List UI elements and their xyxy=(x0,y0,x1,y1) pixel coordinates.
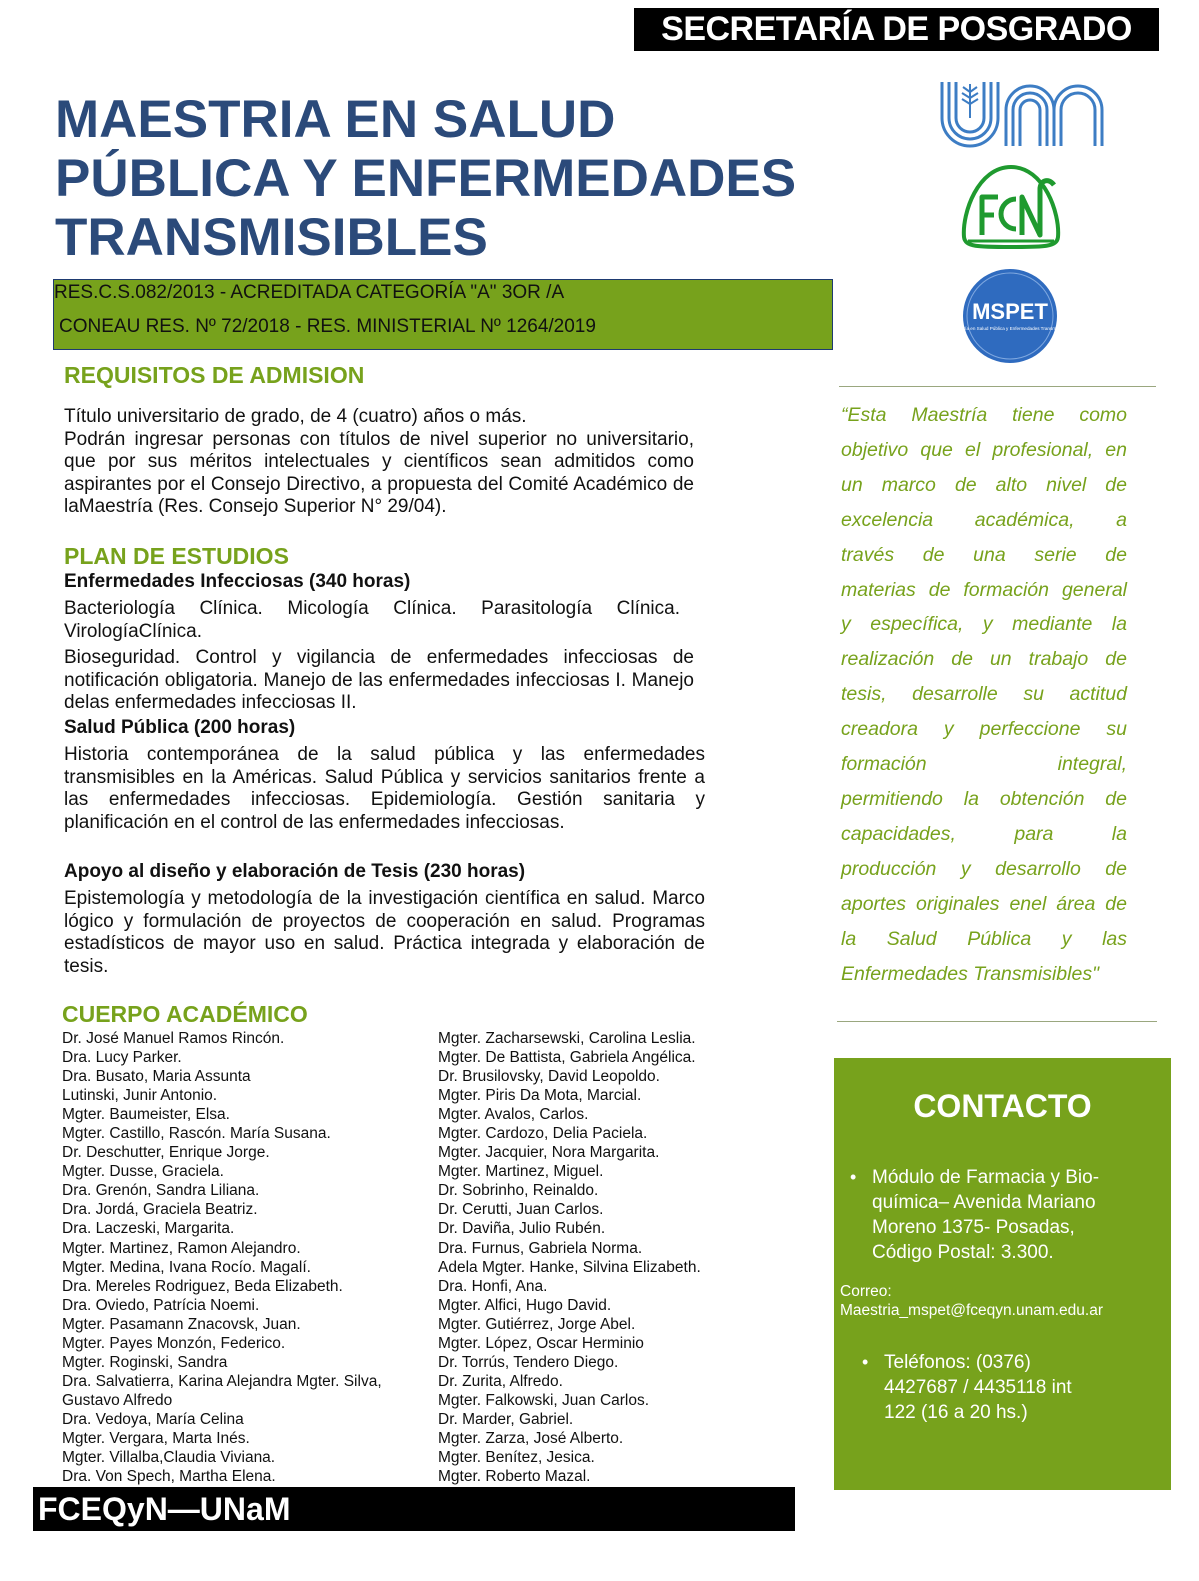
quote-line: un marco de alto nivel de xyxy=(841,473,1127,496)
list-item: Gustavo Alfredo xyxy=(62,1391,173,1409)
list-item: Dra. Furnus, Gabriela Norma. xyxy=(438,1239,643,1257)
list-item: Dr. Torrús, Tendero Diego. xyxy=(438,1353,619,1371)
bullet-icon: • xyxy=(862,1352,869,1372)
list-item: Mgter. Roginski, Sandra xyxy=(62,1353,228,1371)
quote-line: aportes originales enel área de xyxy=(841,892,1127,915)
list-item: Mgter. Payes Monzón, Federico. xyxy=(62,1334,286,1352)
faculty-heading: CUERPO ACADÉMICO xyxy=(62,1001,308,1027)
quote-line: creadora y perfeccione su xyxy=(841,718,1127,741)
list-item: Mgter. Benítez, Jesica. xyxy=(438,1449,595,1467)
list-item: Adela Mgter. Hanke, Silvina Elizabeth. xyxy=(438,1258,701,1276)
quote-line: permitiendo la obtención de xyxy=(841,787,1127,810)
list-item: Dra. Von Spech, Martha Elena. xyxy=(62,1468,276,1486)
list-item: Mgter. Falkowski, Juan Carlos. xyxy=(438,1391,650,1409)
quote-line: excelencia académica, a xyxy=(841,508,1127,531)
list-item: Mgter. Vergara, Marta Inés. xyxy=(62,1429,250,1447)
faculty-column-2 xyxy=(438,1029,701,1486)
quote-line: la Salud Pública y las xyxy=(841,927,1127,950)
resolution-line-1: RES.C.S.082/2013 - ACREDITADA CATEGORÍA "A" 3OR /A xyxy=(54,282,565,303)
list-item: Mgter. Avalos, Carlos. xyxy=(438,1106,589,1124)
admission-p2: Podrán ingresar personas con títulos de nivel superior no universitario, que por sus méritos intelectuales y científicos sean admitidos como aspirantes por el Consejo Directivo, a propuesta del Comité Académico de laMaestría (Res. Consejo Superior N° 29/04). xyxy=(64,428,694,518)
list-item: Mgter. Villalba,Claudia Viviana. xyxy=(62,1449,276,1467)
quote-rule-top xyxy=(839,386,1156,387)
list-item: Mgter. Medina, Ivana Rocío. Magalí. xyxy=(62,1258,311,1276)
contact-email-block xyxy=(840,1282,1103,1320)
phone-line: 4427687 / 4435118 int xyxy=(884,1377,1072,1398)
plan-block2-title: Salud Pública (200 horas) xyxy=(64,717,296,738)
unam-logo xyxy=(936,78,1108,150)
title-line-1: MAESTRIA EN SALUD xyxy=(55,90,616,149)
list-item: Dra. Vedoya, María Celina xyxy=(62,1410,244,1428)
list-item: Mgter. Gutiérrez, Jorge Abel. xyxy=(438,1315,636,1333)
list-item: Dr. Zurita, Alfredo. xyxy=(438,1372,563,1390)
resolution-line-2: CONEAU RES. Nº 72/2018 - RES. MINISTERIAL Nº 1264/2019 xyxy=(59,316,596,337)
admission-text xyxy=(64,406,694,519)
address-line: Moreno 1375- Posadas, xyxy=(872,1217,1075,1238)
list-item: Mgter. Martinez, Ramon Alejandro. xyxy=(62,1239,301,1257)
plan-block1-title: Enfermedades Infecciosas (340 horas) xyxy=(64,571,411,592)
list-item: Dra. Oviedo, Patrícia Noemi. xyxy=(62,1296,260,1314)
quote-line: formación integral, xyxy=(841,753,1127,776)
list-item: Mgter. De Battista, Gabriela Angélica. xyxy=(438,1049,696,1067)
list-item: Mgter. Cardozo, Delia Paciela. xyxy=(438,1125,648,1143)
plan-heading: PLAN DE ESTUDIOS xyxy=(64,543,289,569)
contact-address xyxy=(850,1165,1100,1265)
list-item: Mgter. López, Oscar Herminio xyxy=(438,1334,644,1352)
list-item: Dr. Brusilovsky, David Leopoldo. xyxy=(438,1068,660,1086)
list-item: Dr. Marder, Gabriel. xyxy=(438,1410,574,1428)
list-item: Mgter. Zacharsewski, Carolina Leslia. xyxy=(438,1030,696,1047)
list-item: Dr. Sobrinho, Reinaldo. xyxy=(438,1182,599,1200)
email-address[interactable]: Maestria_mspet@fceqyn.unam.edu.ar xyxy=(840,1302,1104,1319)
list-item: Dra. Laczeski, Margarita. xyxy=(62,1220,235,1238)
contact-phones xyxy=(862,1350,1072,1425)
quote-line: materias de formación general xyxy=(841,578,1127,601)
mspet-logo-text: MSPET xyxy=(972,299,1048,324)
quote-rule-bottom xyxy=(837,1021,1157,1022)
list-item: Lutinski, Junir Antonio. xyxy=(62,1087,218,1105)
quote-line: “Esta Maestría tiene como xyxy=(841,404,1127,426)
phone-line: 122 (16 a 20 hs.) xyxy=(884,1402,1028,1423)
admission-p1: Título universitario de grado, de 4 (cuatro) años o más. xyxy=(64,406,527,427)
address-line: Módulo de Farmacia y Bio- xyxy=(872,1167,1100,1188)
faculty-column-1 xyxy=(62,1029,382,1486)
list-item: Dra. Jordá, Graciela Beatriz. xyxy=(62,1201,258,1219)
list-item: Dra. Lucy Parker. xyxy=(62,1049,182,1067)
quote-line: y específica, y mediante la xyxy=(841,613,1127,636)
list-item: Dr. José Manuel Ramos Rincón. xyxy=(62,1030,285,1047)
fceqyn-logo xyxy=(958,163,1064,249)
list-item: Mgter. Jacquier, Nora Margarita. xyxy=(438,1144,660,1162)
list-item: Mgter. Dusse, Graciela. xyxy=(62,1163,224,1181)
mspet-logo-subtitle: Maestría en Salud Pública y Enfermedades Transmisibles xyxy=(951,326,1069,331)
phone-line: Teléfonos: (0376) xyxy=(884,1352,1031,1373)
resolutions-box xyxy=(53,279,833,350)
email-label: Correo: xyxy=(840,1283,892,1300)
quote-line: través de una serie de xyxy=(841,543,1127,566)
list-item: Mgter. Alfici, Hugo David. xyxy=(438,1296,612,1314)
page-title xyxy=(55,90,815,267)
list-item: Dra. Busato, Maria Assunta xyxy=(62,1068,251,1086)
address-line: Código Postal: 3.300. xyxy=(872,1242,1054,1263)
contact-title: CONTACTO xyxy=(913,1088,1092,1124)
list-item: Dra. Honfi, Ana. xyxy=(438,1277,548,1295)
list-item: Mgter. Martinez, Miguel. xyxy=(438,1163,604,1181)
quote-line: Enfermedades Transmisibles" xyxy=(841,962,1099,985)
footer-banner: FCEQyN—UNaM xyxy=(33,1487,795,1531)
list-item: Dr. Daviña, Julio Rubén. xyxy=(438,1220,606,1238)
mspet-logo xyxy=(951,268,1069,364)
title-line-2: PÚBLICA Y ENFERMEDADES xyxy=(55,149,797,208)
list-item: Dra. Salvatierra, Karina Alejandra Mgter. Silva, xyxy=(62,1372,382,1390)
address-line: química– Avenida Mariano xyxy=(872,1192,1096,1213)
contact-panel xyxy=(834,1058,1171,1490)
plan-block3-p1: Epistemología y metodología de la investigación científica en salud. Marco lógico y formulación de proyectos de cooperación en salud. Programas estadísticos de mayor uso en salud. Práctica integrada y elaboración de tesis. xyxy=(64,888,705,977)
list-item: Dra. Mereles Rodriguez, Beda Elizabeth. xyxy=(62,1277,343,1295)
quote-line: producción y desarrollo de xyxy=(841,857,1127,880)
quote-line: realización de un trabajo de xyxy=(841,648,1127,671)
list-item: Mgter. Castillo, Rascón. María Susana. xyxy=(62,1125,331,1143)
quote-line: tesis, desarrolle su actitud xyxy=(841,683,1127,706)
plan-block1-p2: Bioseguridad. Control y vigilancia de enfermedades infecciosas de notificación obligatoria. Manejo de las enfermedades infecciosas I. Manejo delas enfermedades infecciosas II. xyxy=(64,647,694,714)
quote-line: objetivo que el profesional, en xyxy=(841,438,1127,461)
list-item: Mgter. Piris Da Mota, Marcial. xyxy=(438,1087,642,1105)
bullet-icon: • xyxy=(850,1167,857,1187)
plan-block1-p1: Bacteriología Clínica. Micología Clínica. Parasitología Clínica. VirologíaClínica. xyxy=(64,598,680,642)
quote-line: capacidades, para la xyxy=(841,822,1127,845)
list-item: Dra. Grenón, Sandra Liliana. xyxy=(62,1182,260,1200)
program-quote xyxy=(841,398,1127,991)
list-item: Mgter. Pasamann Znacovsk, Juan. xyxy=(62,1315,301,1333)
list-item: Mgter. Roberto Mazal. xyxy=(438,1468,591,1486)
secretaria-banner: SECRETARÍA DE POSGRADO xyxy=(634,8,1159,51)
admission-heading: REQUISITOS DE ADMISION xyxy=(64,362,365,388)
list-item: Dr. Deschutter, Enrique Jorge. xyxy=(62,1144,270,1162)
title-line-3: TRANSMISIBLES xyxy=(55,208,488,267)
list-item: Mgter. Baumeister, Elsa. xyxy=(62,1106,230,1124)
list-item: Dr. Cerutti, Juan Carlos. xyxy=(438,1201,604,1219)
plan-block3-title: Apoyo al diseño y elaboración de Tesis (230 horas) xyxy=(64,861,526,882)
plan-block2-p1: Historia contemporánea de la salud pública y las enfermedades transmisibles en la Américas. Salud Pública y servicios sanitarios frente a las enfermedades infecciosas. Epidemiología. Gestión sanitaria y planificación en el control de las enfermedades infecciosas. xyxy=(64,744,705,833)
list-item: Mgter. Zarza, José Alberto. xyxy=(438,1429,624,1447)
